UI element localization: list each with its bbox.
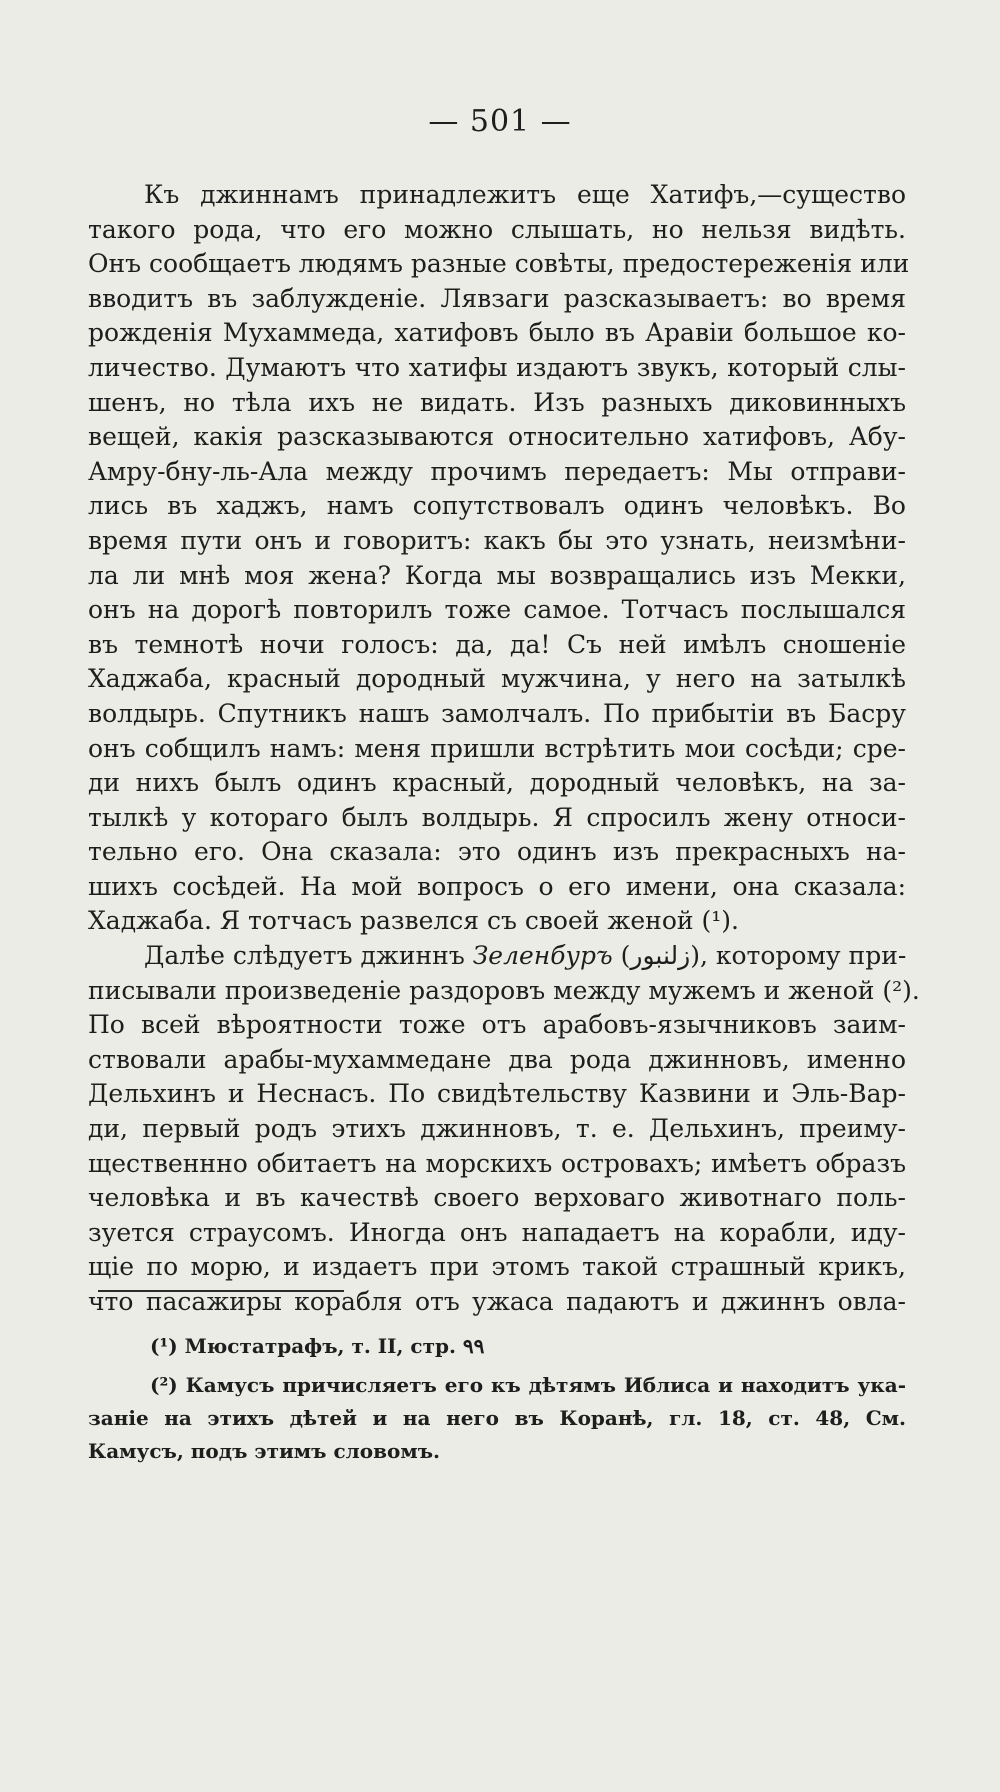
footnote-ref-2: (²). xyxy=(882,975,920,1005)
text-line: шенъ, но тѣла ихъ не видать. Изъ разныхъ диковинныхъ xyxy=(88,387,906,417)
text-line: рожденія Мухаммеда, хатифовъ было въ Аравіи большое ко- xyxy=(88,318,906,348)
text-line: вводитъ въ заблужденіе. Лявзаги разсказываетъ: во время xyxy=(88,283,906,313)
text-line: шихъ сосѣдей. На мой вопросъ о его имени, она сказала: xyxy=(88,871,906,901)
text-line: Амру-бну-ль-Ала между прочимъ передаетъ: Мы отправи- xyxy=(88,456,906,486)
text-line: зуется страусомъ. Иногда онъ нападаетъ на корабли, иду- xyxy=(88,1217,906,1247)
arabic-word: (زلنبور) xyxy=(620,941,700,971)
text-line: тельно его. Она сказала: это одинъ изъ прекрасныхъ на- xyxy=(88,837,906,867)
text-line: такого рода, что его можно слышать, но нельзя видѣть. xyxy=(88,214,906,244)
footnote-divider xyxy=(98,1290,344,1292)
footnote-2-line: Камусъ, подъ этимъ словомъ. xyxy=(88,1439,441,1463)
footnote-ref-1: (¹). xyxy=(701,906,739,936)
text-line: въ темнотѣ ночи голосъ: да, да! Съ ней имѣлъ сношеніе xyxy=(88,629,906,659)
text-line: Хаджаба, красный дородный мужчина, у него на затылкѣ xyxy=(88,664,906,694)
text-line: щественнно обитаетъ на морскихъ островахъ; имѣетъ образъ xyxy=(88,1148,906,1178)
text-line: человѣка и въ качествѣ своего верховаго животнаго поль- xyxy=(88,1183,906,1213)
text-run: Далѣе слѣдуетъ джиннъ xyxy=(144,941,465,971)
text-line: Онъ сообщаетъ людямъ разные совѣты, предостереженія или xyxy=(88,249,910,279)
text-line: онъ на дорогѣ повторилъ тоже самое. Тотчасъ послышался xyxy=(88,595,906,625)
text-line: ди, первый родъ этихъ джинновъ, т. е. Дельхинъ, преиму- xyxy=(88,1114,906,1144)
text-line: онъ собщилъ намъ: меня пришли встрѣтить мои сосѣди; сре- xyxy=(88,733,906,763)
text-line: По всей вѣроятности тоже отъ арабовъ-язычниковъ заим- xyxy=(88,1010,906,1040)
text-line xyxy=(88,939,906,974)
body-text xyxy=(88,178,920,1320)
text-line: ствовали арабы-мухаммедане два рода джинновъ, именно xyxy=(88,1044,906,1074)
text-run: Хаджаба. Я тотчасъ развелся съ своей женой xyxy=(88,906,694,936)
text-line: Къ джиннамъ принадлежитъ еще Хатифъ,—существо xyxy=(144,180,906,209)
text-line: лись въ хаджъ, намъ сопутствовалъ одинъ человѣкъ. Во xyxy=(88,491,906,521)
footnote-1: (¹) Мюстатрафъ, т. II, стр. ٩٩ xyxy=(150,1334,485,1358)
jinn-name: Зеленбуръ xyxy=(472,941,613,971)
footnote-2-line: заніе на этихъ дѣтей и на него въ Коранѣ, гл. 18, ст. 48, См. xyxy=(88,1406,906,1430)
text-line: время пути онъ и говоритъ: какъ бы это узнать, неизмѣни- xyxy=(88,525,906,555)
text-line: вещей, какія разсказываются относительно хатифовъ, Абу- xyxy=(88,422,906,452)
text-line: личество. Думаютъ что хатифы издаютъ звукъ, который слы- xyxy=(88,352,906,382)
text-line: тылкѣ у котораго былъ волдырь. Я спросилъ жену относи- xyxy=(88,802,906,832)
text-run: писывали произведеніе раздоровъ между мужемъ и женой xyxy=(88,975,875,1005)
footnotes xyxy=(88,1330,906,1468)
text-line: Дельхинъ и Неснасъ. По свидѣтельству Казвини и Эль-Вар- xyxy=(88,1079,906,1109)
text-line: щіе по морю, и издаетъ при этомъ такой страшный крикъ, xyxy=(88,1252,906,1282)
text-line xyxy=(88,974,920,1009)
text-line: что пасажиры корабля отъ ужаса падаютъ и джиннъ овла- xyxy=(88,1287,906,1316)
page-number: — 501 — xyxy=(428,104,572,139)
text-line: ла ли мнѣ моя жена? Когда мы возвращались изъ Мекки, xyxy=(88,560,906,590)
text-run: , которому при- xyxy=(699,941,907,971)
text-line: волдырь. Спутникъ нашъ замолчалъ. По прибытіи въ Басру xyxy=(88,698,906,728)
text-line: ди нихъ былъ одинъ красный, дородный человѣкъ, на за- xyxy=(88,768,906,798)
footnote-2-line: (²) Камусъ причисляетъ его къ дѣтямъ Иблиса и находитъ ука- xyxy=(150,1373,906,1397)
text-line xyxy=(88,904,906,939)
